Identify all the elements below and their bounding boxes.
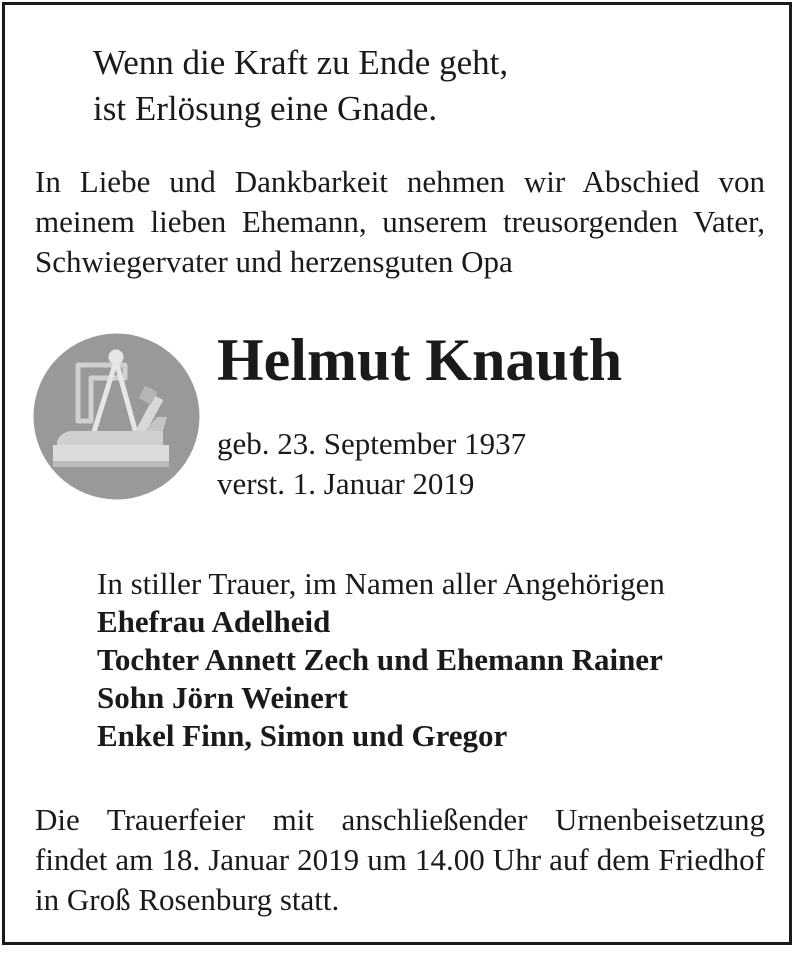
ceremony-text: Die Trauerfeier mit anschließender Urnenbeisetzung findet am 18. Januar 2019 um 14.00 Uhr auf dem Friedhof in Groß Rosenburg statt. <box>35 802 765 917</box>
mourners-intro: In stiller Trauer, im Namen aller Angehörigen <box>97 566 665 601</box>
deceased-name: Helmut Knauth <box>217 327 623 393</box>
death-date: verst. 1. Januar 2019 <box>217 466 475 501</box>
life-dates <box>217 424 526 504</box>
mourners-block <box>97 565 665 755</box>
mourner-name: Ehefrau Adelheid <box>97 604 331 639</box>
motto <box>93 40 508 132</box>
mourner-name: Tochter Annett Zech und Ehemann Rainer <box>97 642 663 677</box>
motto-line-1: Wenn die Kraft zu Ende geht, <box>93 43 509 82</box>
carpenter-tools-icon <box>33 333 200 500</box>
motto-line-2: ist Erlösung eine Gnade. <box>93 89 438 128</box>
intro-text: In Liebe und Dankbarkeit nehmen wir Abschied von meinem lieben Ehemann, unserem treusorgenden Vater, Schwiegervater und herzensguten Opa <box>35 164 765 279</box>
birth-date: geb. 23. September 1937 <box>217 426 527 461</box>
mourner-name: Enkel Finn, Simon und Gregor <box>97 718 508 753</box>
mourner-name: Sohn Jörn Weinert <box>97 680 348 715</box>
